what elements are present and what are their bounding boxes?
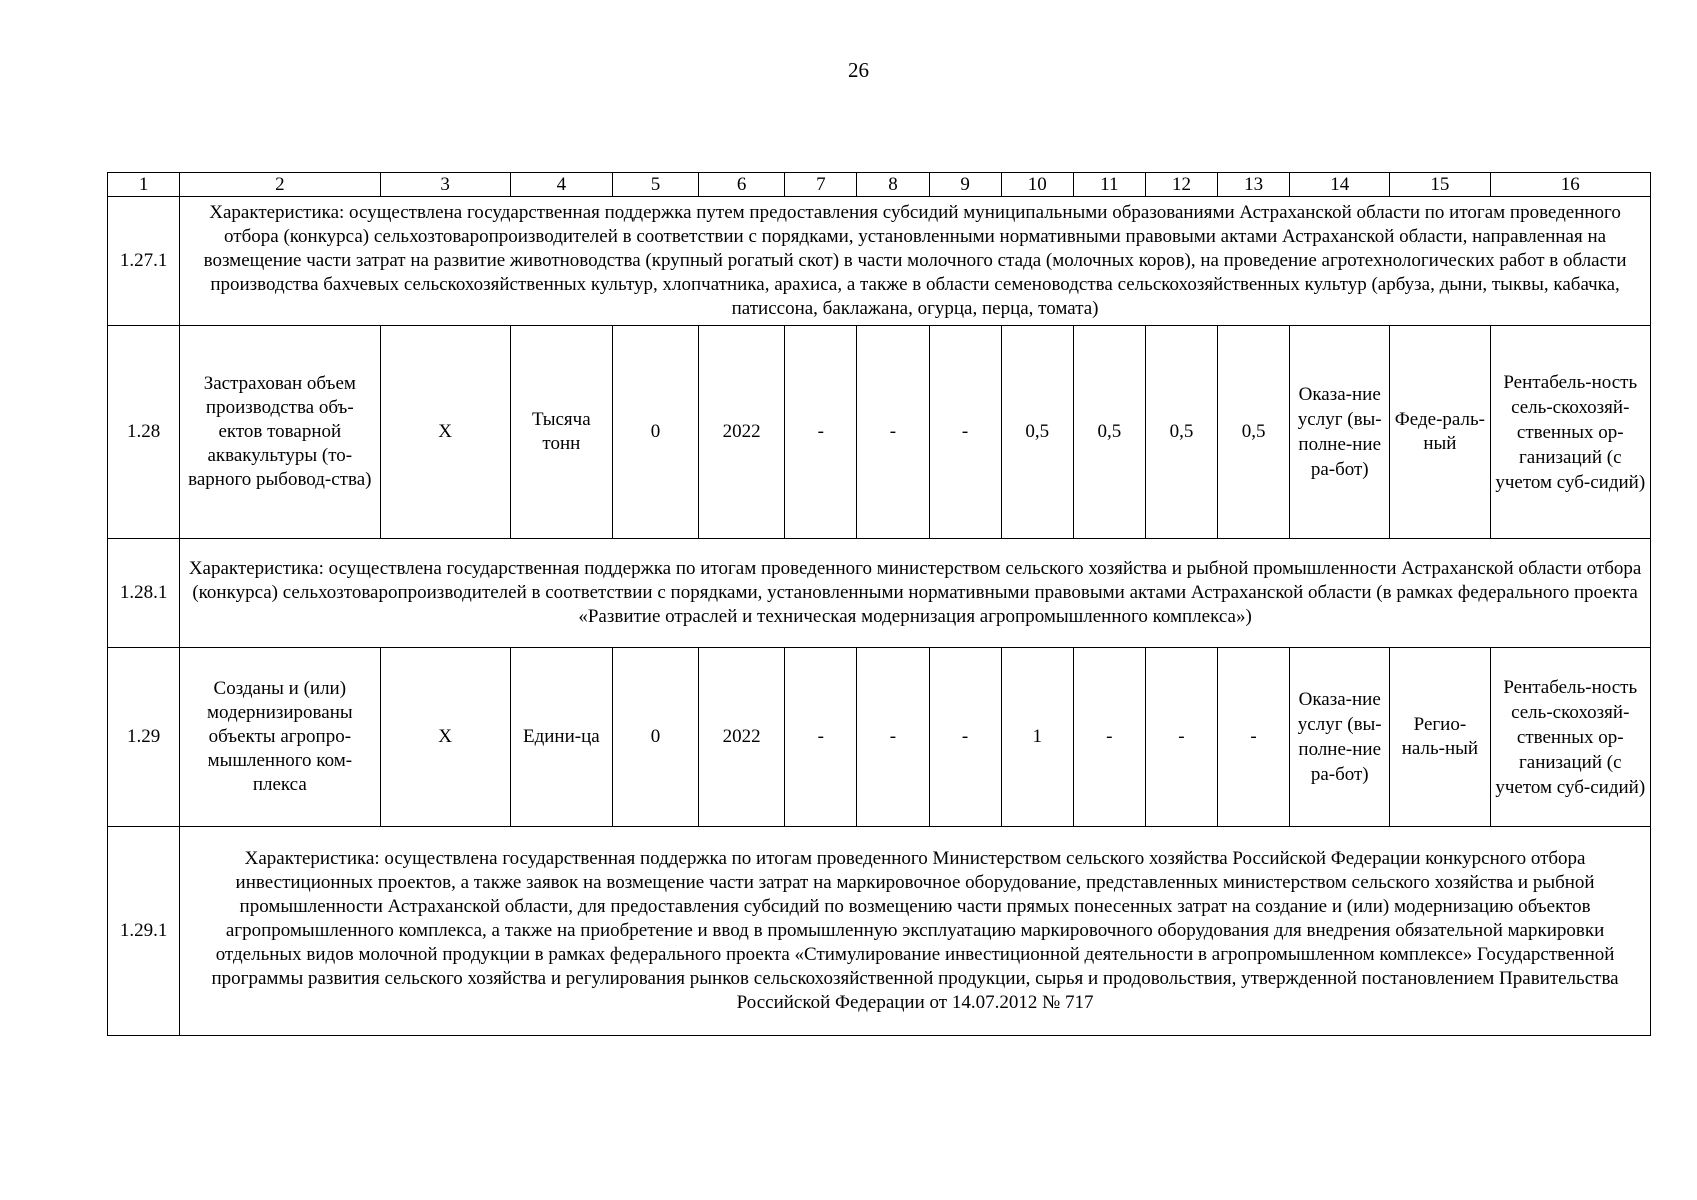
base-year-cell: 2022 xyxy=(699,648,785,827)
linked-indicator-cell: Рентабель-ность сель-скохозяй-ственных ор-ганизаций (с учетом суб-сидий) xyxy=(1490,326,1651,539)
unit-cell: Едини-ца xyxy=(510,648,612,827)
value-cell: - xyxy=(929,648,1001,827)
header-cell: 5 xyxy=(612,173,698,197)
description-row xyxy=(108,539,1651,648)
value-cell: - xyxy=(785,648,857,827)
type-cell: Оказа-ние услуг (вы-полне-ние ра-бот) xyxy=(1290,326,1390,539)
header-cell: 11 xyxy=(1073,173,1145,197)
value-cell: 0,5 xyxy=(1001,326,1073,539)
header-cell: 16 xyxy=(1490,173,1651,197)
value-cell: - xyxy=(1218,648,1290,827)
header-cell: 14 xyxy=(1290,173,1390,197)
unit-cell: Тысяча тонн xyxy=(510,326,612,539)
header-cell: 2 xyxy=(180,173,380,197)
characteristic-text: Характеристика: осуществлена государственная поддержка по итогам проведенного министерством сельского хозяйства и рыбной промышленности Астраханской области отбора (конкурса) сельхозтоваропроизводителей в соответствии с порядками, установленными нормативными правовыми актами Астраханской области (в рамках федерального проекта «Развитие отраслей и техническая модернизация агропромышленного комплекса») xyxy=(180,539,1651,648)
value-cell: 1 xyxy=(1001,648,1073,827)
header-cell: 13 xyxy=(1218,173,1290,197)
linked-indicator-cell: Рентабель-ность сель-скохозяй-ственных ор-ганизаций (с учетом суб-сидий) xyxy=(1490,648,1651,827)
value-cell: - xyxy=(857,648,929,827)
characteristic-text: Характеристика: осуществлена государственная поддержка путем предоставления субсидий муниципальными образованиями Астраханской области по итогам проведенного отбора (конкурса) сельхозтоваропроизводителей в соответствии с порядками, установленными нормативными правовыми актами Астраханской области, направленная на возмещение части затрат на развитие животноводства (крупный рогатый скот) в части молочного стада (молочных коров), на проведение агротехнологических работ в области производства бахчевых сельскохозяйственных культур, хлопчатника, арахиса, а также в области семеноводства сельскохозяйственных культур (арбуза, дыни, тыквы, кабачка, патиссона, баклажана, огурца, перца, томата) xyxy=(180,197,1651,326)
indicator-name: Созданы и (или) модернизированы объекты агропро-мышленного ком-плекса xyxy=(180,648,380,827)
indicators-table xyxy=(107,172,1651,1036)
header-cell: 4 xyxy=(510,173,612,197)
header-cell: 8 xyxy=(857,173,929,197)
header-cell: 3 xyxy=(380,173,510,197)
header-cell: 9 xyxy=(929,173,1001,197)
indicator-row xyxy=(108,648,1651,827)
cell-col3: Х xyxy=(380,326,510,539)
header-cell: 1 xyxy=(108,173,180,197)
indicator-name: Застрахован объем производства объ-ектов товарной аквакультуры (то-варного рыбовод-ства) xyxy=(180,326,380,539)
row-number: 1.29.1 xyxy=(108,827,180,1036)
header-cell: 10 xyxy=(1001,173,1073,197)
value-cell: 0,5 xyxy=(1145,326,1217,539)
header-cell: 12 xyxy=(1145,173,1217,197)
page-number: 26 xyxy=(848,58,869,82)
cell-col3: Х xyxy=(380,648,510,827)
type-cell: Оказа-ние услуг (вы-полне-ние ра-бот) xyxy=(1290,648,1390,827)
header-cell: 15 xyxy=(1390,173,1490,197)
value-cell: - xyxy=(785,326,857,539)
description-row xyxy=(108,197,1651,326)
row-number: 1.28 xyxy=(108,326,180,539)
characteristic-text: Характеристика: осуществлена государственная поддержка по итогам проведенного Министерством сельского хозяйства Российской Федерации конкурсного отбора инвестиционных проектов, а также заявок на возмещение части затрат на маркировочное оборудование, представленных министерством сельского хозяйства и рыбной промышленности Астраханской области, для предоставления субсидий по возмещению части прямых понесенных затрат на создание и (или) модернизацию объектов агропромышленного комплекса, а также на приобретение и ввод в промышленную эксплуатацию маркировочного оборудования для внедрения обязательной маркировки отдельных видов молочной продукции в рамках федерального проекта «Стимулирование инвестиционной деятельности в агропромышленном комплексе» Государственной программы развития сельского хозяйства и регулирования рынков сельскохозяйственной продукции, сырья и продовольствия, утвержденной постановлением Правительства Российской Федерации от 14.07.2012 № 717 xyxy=(180,827,1651,1036)
header-cell: 7 xyxy=(785,173,857,197)
description-row xyxy=(108,827,1651,1036)
table-header-row xyxy=(108,173,1651,197)
header-cell: 6 xyxy=(699,173,785,197)
level-cell: Регио-наль-ный xyxy=(1390,648,1490,827)
value-cell: 0,5 xyxy=(1218,326,1290,539)
base-year-cell: 2022 xyxy=(699,326,785,539)
base-value-cell: 0 xyxy=(612,648,698,827)
base-value-cell: 0 xyxy=(612,326,698,539)
row-number: 1.29 xyxy=(108,648,180,827)
row-number: 1.27.1 xyxy=(108,197,180,326)
indicator-row xyxy=(108,326,1651,539)
value-cell: - xyxy=(1073,648,1145,827)
level-cell: Феде-раль-ный xyxy=(1390,326,1490,539)
value-cell: - xyxy=(929,326,1001,539)
row-number: 1.28.1 xyxy=(108,539,180,648)
value-cell: - xyxy=(857,326,929,539)
value-cell: - xyxy=(1145,648,1217,827)
value-cell: 0,5 xyxy=(1073,326,1145,539)
